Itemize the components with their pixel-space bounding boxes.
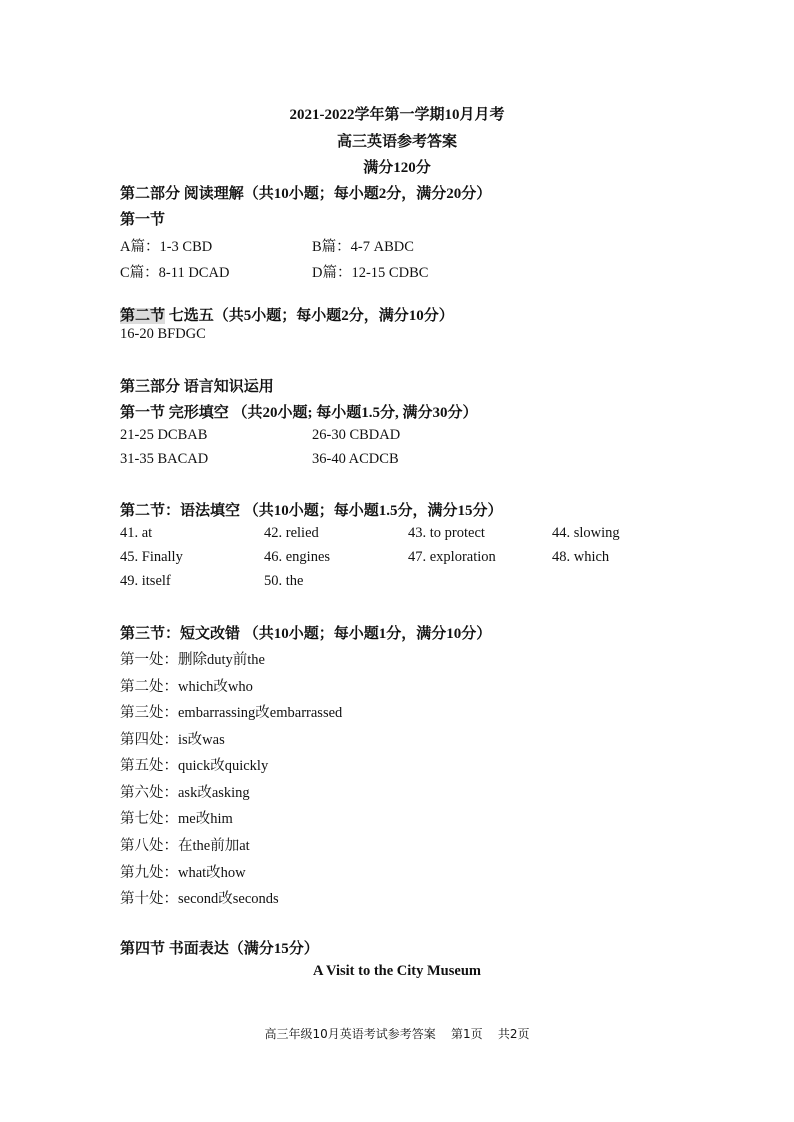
grammar-answer: 49. itself <box>120 573 171 589</box>
part2-sec1-heading: 第一节 <box>120 212 166 228</box>
correction-item <box>120 648 265 669</box>
correction-item <box>120 675 253 696</box>
grammar-answer: 42. relied <box>264 525 319 541</box>
correction-item <box>120 754 268 775</box>
correction-label: 第五处： <box>120 758 178 774</box>
doc-title-line3: 满分120分 <box>363 160 431 176</box>
correction-label: 第六处： <box>120 785 178 801</box>
cloze-answer: 36-40 ACDCB <box>312 451 399 467</box>
correction-text: second改seconds <box>178 891 279 907</box>
part3-heading: 第三部分 语言知识运用 <box>120 379 274 395</box>
part2-heading: 第二部分 阅读理解（共10小题；每小题2分，满分20分） <box>120 186 492 202</box>
writing-heading: 第四节 书面表达（满分15分） <box>120 941 319 957</box>
correction-label: 第四处： <box>120 732 178 748</box>
correction-label: 第七处： <box>120 811 178 827</box>
cloze-answer: 31-35 BACAD <box>120 451 209 467</box>
highlighted-section-label: 第二节 <box>120 308 166 324</box>
correction-item <box>120 887 279 908</box>
correction-label: 第三处： <box>120 705 178 721</box>
part2-sec2-heading-rest: 七选五（共5小题；每小题2分，满分10分） <box>165 308 454 324</box>
doc-title-line2: 高三英语参考答案 <box>336 134 457 150</box>
correction-text: quick改quickly <box>178 758 269 774</box>
answer-passage-a: A篇：1-3 CBD <box>120 239 213 255</box>
seven-choose-five-answer: 16-20 BFDGC <box>120 326 206 342</box>
grammar-answer: 45. Finally <box>120 549 183 565</box>
correction-text: embarrassing改embarrassed <box>178 705 343 721</box>
page-footer: 高三年级10月英语考试参考答案 第1页 共2页 <box>264 1027 530 1041</box>
correction-text: 在the前加at <box>178 838 250 854</box>
cloze-answer: 21-25 DCBAB <box>120 427 208 443</box>
correction-text: is改was <box>178 732 225 748</box>
grammar-answer: 46. engines <box>264 549 331 565</box>
answer-passage-b: B篇：4-7 ABDC <box>312 239 414 255</box>
grammar-answer: 48. which <box>552 549 610 565</box>
correction-item <box>120 781 250 802</box>
correction-text: ask改asking <box>178 785 250 801</box>
essay-title: A Visit to the City Museum <box>313 963 481 979</box>
cloze-answer: 26-30 CBDAD <box>312 427 401 443</box>
answer-passage-c: C篇：8-11 DCAD <box>120 265 230 281</box>
cloze-heading: 第一节 完形填空 （共20小题; 每小题1.5分, 满分30分） <box>120 405 478 421</box>
error-correction-heading: 第三节：短文改错 （共10小题；每小题1分，满分10分） <box>120 626 492 642</box>
answer-passage-d: D篇：12-15 CDBC <box>312 265 429 281</box>
correction-item <box>120 807 233 828</box>
correction-item <box>120 861 246 882</box>
correction-text: 删除duty前the <box>178 652 265 668</box>
correction-text: which改who <box>178 679 253 695</box>
correction-label: 第八处： <box>120 838 178 854</box>
correction-text: me改him <box>178 811 233 827</box>
correction-label: 第九处： <box>120 865 178 881</box>
correction-label: 第十处： <box>120 891 178 907</box>
correction-item <box>120 728 225 749</box>
doc-title-line1: 2021-2022学年第一学期10月月考 <box>289 107 505 123</box>
correction-item <box>120 701 342 722</box>
grammar-answer: 41. at <box>120 525 153 541</box>
correction-text: what改how <box>178 865 246 881</box>
grammar-fill-heading: 第二节：语法填空 （共10小题；每小题1.5分，满分15分） <box>120 503 503 519</box>
correction-label: 第二处： <box>120 679 178 695</box>
grammar-answer: 43. to protect <box>408 525 485 541</box>
grammar-answer: 50. the <box>264 573 304 589</box>
correction-item <box>120 834 250 855</box>
grammar-answer: 44. slowing <box>552 525 620 541</box>
correction-label: 第一处： <box>120 652 178 668</box>
grammar-answer: 47. exploration <box>408 549 496 565</box>
part2-sec2-heading <box>120 304 454 325</box>
